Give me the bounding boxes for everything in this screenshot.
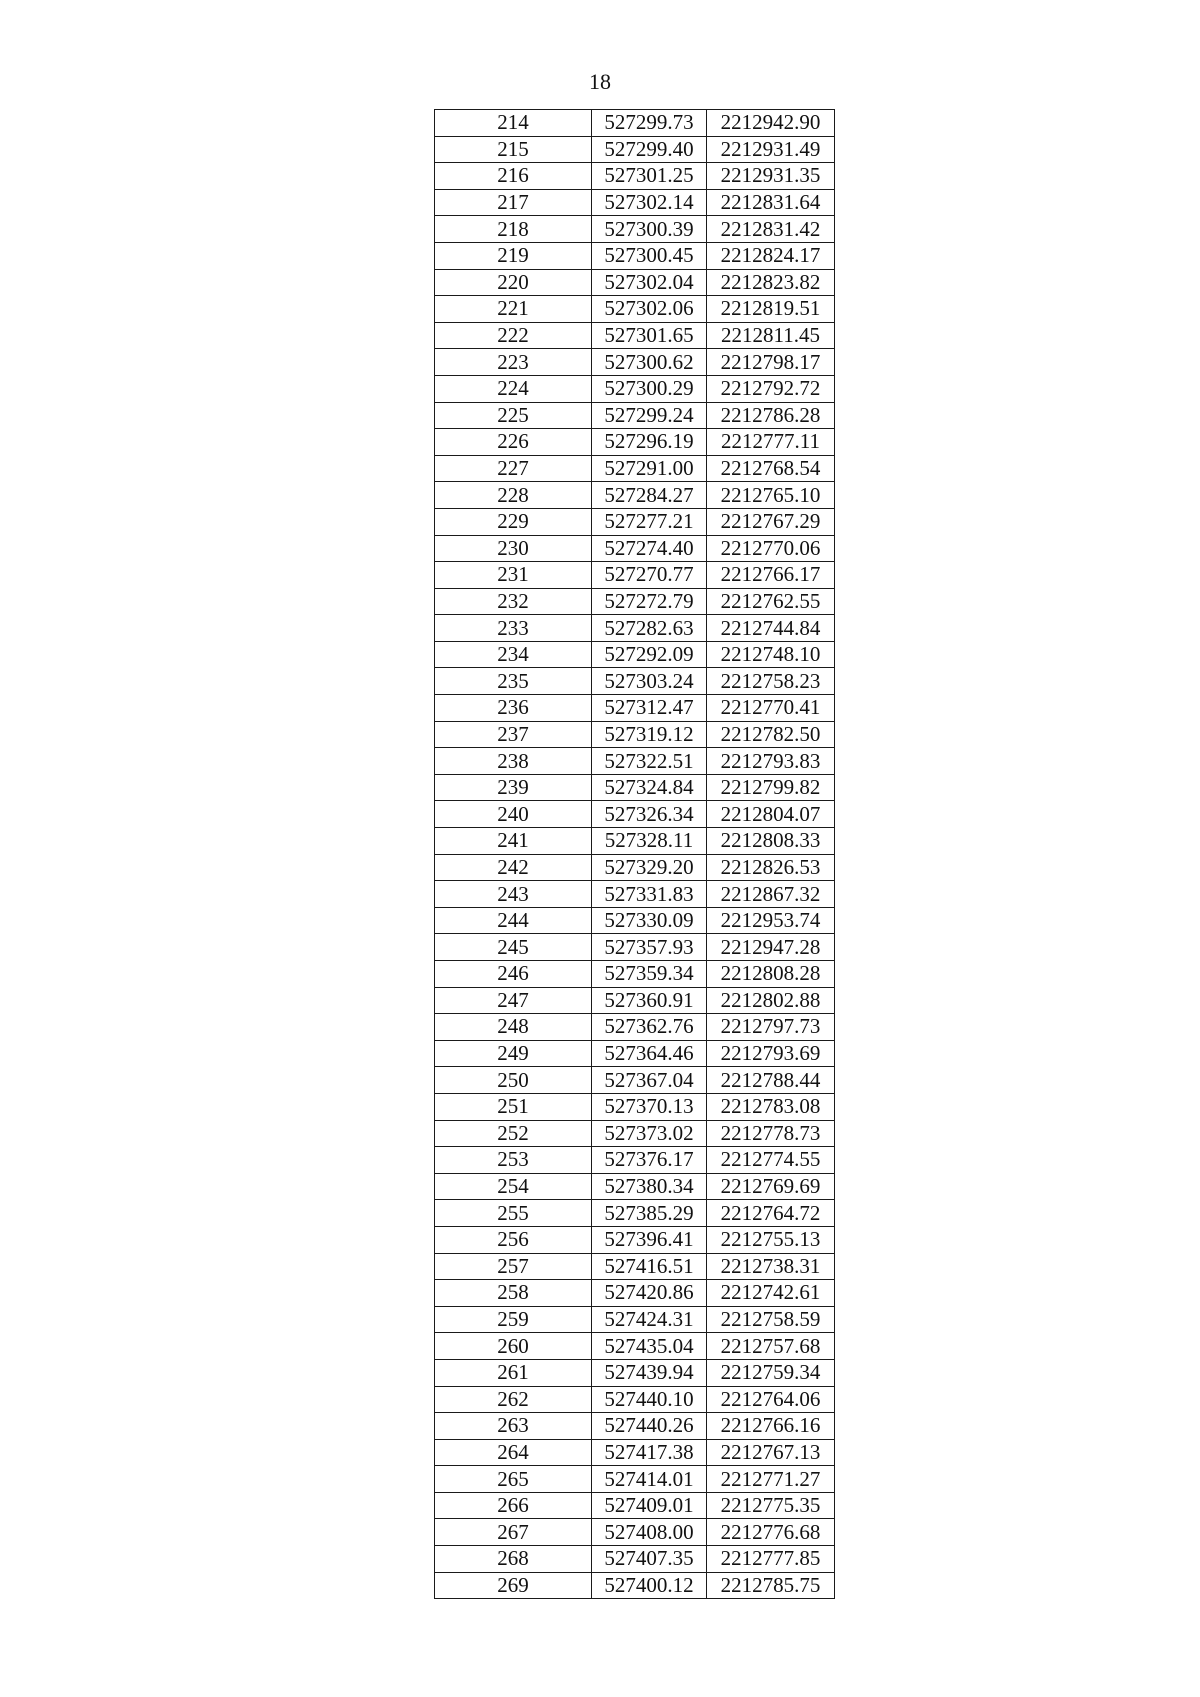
y-coordinate-cell: 2212758.23	[707, 668, 835, 695]
table-row	[435, 1147, 835, 1174]
y-coordinate-cell: 2212785.75	[707, 1572, 835, 1599]
point-number-cell: 221	[435, 296, 592, 323]
x-coordinate-cell: 527284.27	[592, 482, 707, 509]
x-coordinate-cell: 527357.93	[592, 934, 707, 961]
table-row	[435, 801, 835, 828]
x-coordinate-cell: 527299.24	[592, 402, 707, 429]
y-coordinate-cell: 2212831.42	[707, 216, 835, 243]
point-number-cell: 251	[435, 1093, 592, 1120]
y-coordinate-cell: 2212799.82	[707, 774, 835, 801]
table-row	[435, 1333, 835, 1360]
y-coordinate-cell: 2212819.51	[707, 296, 835, 323]
x-coordinate-cell: 527291.00	[592, 455, 707, 482]
point-number-cell: 228	[435, 482, 592, 509]
x-coordinate-cell: 527400.12	[592, 1572, 707, 1599]
x-coordinate-cell: 527370.13	[592, 1093, 707, 1120]
table-row	[435, 1226, 835, 1253]
x-coordinate-cell: 527364.46	[592, 1040, 707, 1067]
table-row	[435, 1359, 835, 1386]
x-coordinate-cell: 527417.38	[592, 1439, 707, 1466]
x-coordinate-cell: 527414.01	[592, 1466, 707, 1493]
table-row	[435, 934, 835, 961]
point-number-cell: 241	[435, 828, 592, 855]
point-number-cell: 222	[435, 322, 592, 349]
table-row	[435, 1253, 835, 1280]
x-coordinate-cell: 527322.51	[592, 748, 707, 775]
y-coordinate-cell: 2212755.13	[707, 1226, 835, 1253]
x-coordinate-cell: 527274.40	[592, 535, 707, 562]
point-number-cell: 264	[435, 1439, 592, 1466]
x-coordinate-cell: 527331.83	[592, 881, 707, 908]
point-number-cell: 231	[435, 562, 592, 589]
x-coordinate-cell: 527439.94	[592, 1359, 707, 1386]
x-coordinate-cell: 527359.34	[592, 961, 707, 988]
point-number-cell: 247	[435, 987, 592, 1014]
point-number-cell: 218	[435, 216, 592, 243]
y-coordinate-cell: 2212777.85	[707, 1546, 835, 1573]
y-coordinate-cell: 2212775.35	[707, 1492, 835, 1519]
x-coordinate-cell: 527302.04	[592, 269, 707, 296]
point-number-cell: 220	[435, 269, 592, 296]
point-number-cell: 254	[435, 1173, 592, 1200]
x-coordinate-cell: 527299.73	[592, 110, 707, 137]
y-coordinate-cell: 2212786.28	[707, 402, 835, 429]
y-coordinate-cell: 2212766.17	[707, 562, 835, 589]
x-coordinate-cell: 527373.02	[592, 1120, 707, 1147]
point-number-cell: 252	[435, 1120, 592, 1147]
x-coordinate-cell: 527380.34	[592, 1173, 707, 1200]
x-coordinate-cell: 527324.84	[592, 774, 707, 801]
point-number-cell: 246	[435, 961, 592, 988]
table-row	[435, 828, 835, 855]
x-coordinate-cell: 527407.35	[592, 1546, 707, 1573]
table-row	[435, 1466, 835, 1493]
point-number-cell: 263	[435, 1413, 592, 1440]
table-row	[435, 987, 835, 1014]
y-coordinate-cell: 2212764.72	[707, 1200, 835, 1227]
x-coordinate-cell: 527367.04	[592, 1067, 707, 1094]
table-row	[435, 189, 835, 216]
table-row	[435, 508, 835, 535]
table-row	[435, 615, 835, 642]
x-coordinate-cell: 527440.10	[592, 1386, 707, 1413]
point-number-cell: 215	[435, 136, 592, 163]
table-row	[435, 961, 835, 988]
point-number-cell: 262	[435, 1386, 592, 1413]
point-number-cell: 250	[435, 1067, 592, 1094]
table-row	[435, 854, 835, 881]
y-coordinate-cell: 2212797.73	[707, 1014, 835, 1041]
point-number-cell: 234	[435, 641, 592, 668]
point-number-cell: 244	[435, 907, 592, 934]
point-number-cell: 235	[435, 668, 592, 695]
y-coordinate-cell: 2212793.69	[707, 1040, 835, 1067]
point-number-cell: 255	[435, 1200, 592, 1227]
x-coordinate-cell: 527296.19	[592, 429, 707, 456]
table-row	[435, 1093, 835, 1120]
table-row	[435, 774, 835, 801]
coordinates-table	[434, 109, 835, 1599]
x-coordinate-cell: 527319.12	[592, 721, 707, 748]
table-row	[435, 1200, 835, 1227]
table-row	[435, 881, 835, 908]
table-row	[435, 668, 835, 695]
x-coordinate-cell: 527300.45	[592, 242, 707, 269]
x-coordinate-cell: 527272.79	[592, 588, 707, 615]
y-coordinate-cell: 2212778.73	[707, 1120, 835, 1147]
y-coordinate-cell: 2212774.55	[707, 1147, 835, 1174]
y-coordinate-cell: 2212776.68	[707, 1519, 835, 1546]
table-row	[435, 242, 835, 269]
x-coordinate-cell: 527376.17	[592, 1147, 707, 1174]
table-row	[435, 163, 835, 190]
point-number-cell: 216	[435, 163, 592, 190]
x-coordinate-cell: 527329.20	[592, 854, 707, 881]
table-row	[435, 1306, 835, 1333]
y-coordinate-cell: 2212788.44	[707, 1067, 835, 1094]
point-number-cell: 259	[435, 1306, 592, 1333]
point-number-cell: 227	[435, 455, 592, 482]
point-number-cell: 261	[435, 1359, 592, 1386]
point-number-cell: 230	[435, 535, 592, 562]
table-row	[435, 588, 835, 615]
y-coordinate-cell: 2212792.72	[707, 375, 835, 402]
table-row	[435, 1572, 835, 1599]
table-row	[435, 110, 835, 137]
point-number-cell: 268	[435, 1546, 592, 1573]
y-coordinate-cell: 2212742.61	[707, 1280, 835, 1307]
y-coordinate-cell: 2212762.55	[707, 588, 835, 615]
table-row	[435, 641, 835, 668]
y-coordinate-cell: 2212804.07	[707, 801, 835, 828]
point-number-cell: 249	[435, 1040, 592, 1067]
y-coordinate-cell: 2212867.32	[707, 881, 835, 908]
table-row	[435, 1413, 835, 1440]
y-coordinate-cell: 2212771.27	[707, 1466, 835, 1493]
x-coordinate-cell: 527416.51	[592, 1253, 707, 1280]
y-coordinate-cell: 2212811.45	[707, 322, 835, 349]
y-coordinate-cell: 2212798.17	[707, 349, 835, 376]
point-number-cell: 229	[435, 508, 592, 535]
table-row	[435, 349, 835, 376]
y-coordinate-cell: 2212757.68	[707, 1333, 835, 1360]
point-number-cell: 243	[435, 881, 592, 908]
point-number-cell: 260	[435, 1333, 592, 1360]
y-coordinate-cell: 2212831.64	[707, 189, 835, 216]
table-row	[435, 721, 835, 748]
y-coordinate-cell: 2212764.06	[707, 1386, 835, 1413]
x-coordinate-cell: 527408.00	[592, 1519, 707, 1546]
table-row	[435, 482, 835, 509]
x-coordinate-cell: 527301.65	[592, 322, 707, 349]
table-row	[435, 1280, 835, 1307]
point-number-cell: 226	[435, 429, 592, 456]
y-coordinate-cell: 2212931.49	[707, 136, 835, 163]
point-number-cell: 238	[435, 748, 592, 775]
x-coordinate-cell: 527300.39	[592, 216, 707, 243]
page-number: 18	[589, 69, 611, 94]
y-coordinate-cell: 2212953.74	[707, 907, 835, 934]
table-row	[435, 216, 835, 243]
point-number-cell: 236	[435, 695, 592, 722]
table-row	[435, 296, 835, 323]
y-coordinate-cell: 2212947.28	[707, 934, 835, 961]
point-number-cell: 240	[435, 801, 592, 828]
y-coordinate-cell: 2212770.06	[707, 535, 835, 562]
point-number-cell: 217	[435, 189, 592, 216]
point-number-cell: 224	[435, 375, 592, 402]
point-number-cell: 214	[435, 110, 592, 137]
y-coordinate-cell: 2212808.28	[707, 961, 835, 988]
y-coordinate-cell: 2212759.34	[707, 1359, 835, 1386]
y-coordinate-cell: 2212783.08	[707, 1093, 835, 1120]
table-row	[435, 429, 835, 456]
x-coordinate-cell: 527300.62	[592, 349, 707, 376]
point-number-cell: 257	[435, 1253, 592, 1280]
point-number-cell: 256	[435, 1226, 592, 1253]
point-number-cell: 266	[435, 1492, 592, 1519]
y-coordinate-cell: 2212738.31	[707, 1253, 835, 1280]
point-number-cell: 239	[435, 774, 592, 801]
y-coordinate-cell: 2212748.10	[707, 641, 835, 668]
y-coordinate-cell: 2212802.88	[707, 987, 835, 1014]
table-row	[435, 1014, 835, 1041]
point-number-cell: 219	[435, 242, 592, 269]
y-coordinate-cell: 2212826.53	[707, 854, 835, 881]
point-number-cell: 258	[435, 1280, 592, 1307]
y-coordinate-cell: 2212931.35	[707, 163, 835, 190]
x-coordinate-cell: 527328.11	[592, 828, 707, 855]
table-row	[435, 269, 835, 296]
y-coordinate-cell: 2212782.50	[707, 721, 835, 748]
table-row	[435, 1040, 835, 1067]
point-number-cell: 245	[435, 934, 592, 961]
table-row	[435, 136, 835, 163]
x-coordinate-cell: 527299.40	[592, 136, 707, 163]
x-coordinate-cell: 527312.47	[592, 695, 707, 722]
table-row	[435, 695, 835, 722]
x-coordinate-cell: 527420.86	[592, 1280, 707, 1307]
y-coordinate-cell: 2212769.69	[707, 1173, 835, 1200]
x-coordinate-cell: 527440.26	[592, 1413, 707, 1440]
table-row	[435, 1120, 835, 1147]
x-coordinate-cell: 527424.31	[592, 1306, 707, 1333]
x-coordinate-cell: 527282.63	[592, 615, 707, 642]
x-coordinate-cell: 527360.91	[592, 987, 707, 1014]
point-number-cell: 265	[435, 1466, 592, 1493]
table-row	[435, 1546, 835, 1573]
y-coordinate-cell: 2212767.29	[707, 508, 835, 535]
x-coordinate-cell: 527302.06	[592, 296, 707, 323]
y-coordinate-cell: 2212767.13	[707, 1439, 835, 1466]
x-coordinate-cell: 527362.76	[592, 1014, 707, 1041]
x-coordinate-cell: 527302.14	[592, 189, 707, 216]
y-coordinate-cell: 2212768.54	[707, 455, 835, 482]
point-number-cell: 248	[435, 1014, 592, 1041]
y-coordinate-cell: 2212770.41	[707, 695, 835, 722]
y-coordinate-cell: 2212942.90	[707, 110, 835, 137]
x-coordinate-cell: 527292.09	[592, 641, 707, 668]
point-number-cell: 237	[435, 721, 592, 748]
table-row	[435, 562, 835, 589]
point-number-cell: 269	[435, 1572, 592, 1599]
y-coordinate-cell: 2212766.16	[707, 1413, 835, 1440]
x-coordinate-cell: 527396.41	[592, 1226, 707, 1253]
point-number-cell: 223	[435, 349, 592, 376]
table-row	[435, 1067, 835, 1094]
point-number-cell: 253	[435, 1147, 592, 1174]
x-coordinate-cell: 527270.77	[592, 562, 707, 589]
y-coordinate-cell: 2212793.83	[707, 748, 835, 775]
y-coordinate-cell: 2212823.82	[707, 269, 835, 296]
point-number-cell: 242	[435, 854, 592, 881]
table-row	[435, 1386, 835, 1413]
table-row	[435, 402, 835, 429]
x-coordinate-cell: 527435.04	[592, 1333, 707, 1360]
y-coordinate-cell: 2212758.59	[707, 1306, 835, 1333]
x-coordinate-cell: 527385.29	[592, 1200, 707, 1227]
table-row	[435, 1439, 835, 1466]
x-coordinate-cell: 527409.01	[592, 1492, 707, 1519]
x-coordinate-cell: 527303.24	[592, 668, 707, 695]
x-coordinate-cell: 527300.29	[592, 375, 707, 402]
point-number-cell: 225	[435, 402, 592, 429]
x-coordinate-cell: 527301.25	[592, 163, 707, 190]
y-coordinate-cell: 2212744.84	[707, 615, 835, 642]
y-coordinate-cell: 2212824.17	[707, 242, 835, 269]
coordinates-table-body	[435, 110, 835, 1599]
y-coordinate-cell: 2212808.33	[707, 828, 835, 855]
x-coordinate-cell: 527326.34	[592, 801, 707, 828]
table-row	[435, 535, 835, 562]
x-coordinate-cell: 527277.21	[592, 508, 707, 535]
table-row	[435, 907, 835, 934]
point-number-cell: 232	[435, 588, 592, 615]
table-row	[435, 375, 835, 402]
table-row	[435, 1519, 835, 1546]
x-coordinate-cell: 527330.09	[592, 907, 707, 934]
point-number-cell: 267	[435, 1519, 592, 1546]
y-coordinate-cell: 2212765.10	[707, 482, 835, 509]
y-coordinate-cell: 2212777.11	[707, 429, 835, 456]
table-row	[435, 1492, 835, 1519]
table-row	[435, 1173, 835, 1200]
table-row	[435, 322, 835, 349]
table-row	[435, 455, 835, 482]
point-number-cell: 233	[435, 615, 592, 642]
table-row	[435, 748, 835, 775]
